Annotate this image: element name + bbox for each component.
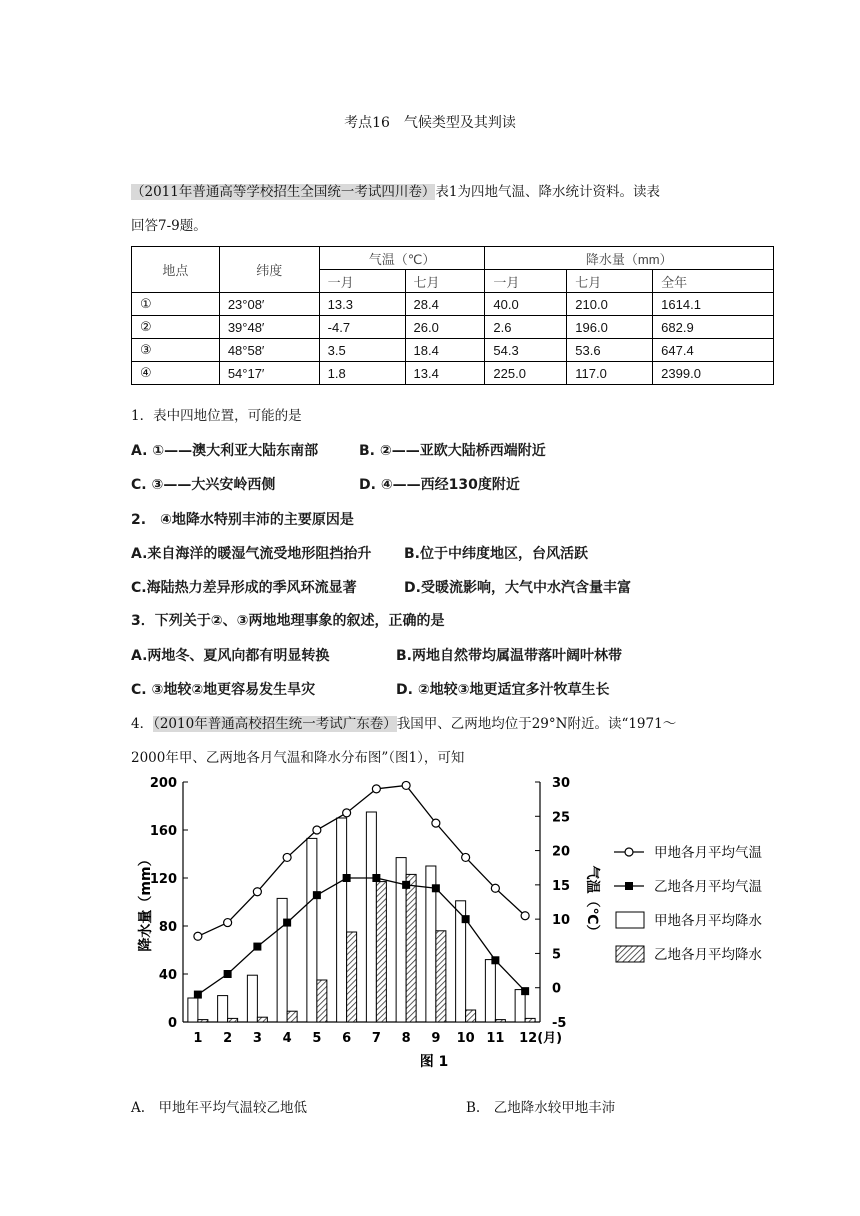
intro-line-2: 回答7-9题。 xyxy=(131,218,207,234)
q2-option-c: C.海陆热力差异形成的季风环流显著 xyxy=(131,580,357,596)
cell-precip-year: 1614.1 xyxy=(653,293,774,316)
header-precip-jul: 七月 xyxy=(567,270,653,293)
point-jia-temp xyxy=(521,912,529,920)
point-jia-temp xyxy=(343,809,351,817)
q1-option-d: D. ④——西经130度附近 xyxy=(359,477,520,493)
cell-latitude: 48°58′ xyxy=(219,339,319,362)
cell-precip-year: 682.9 xyxy=(653,316,774,339)
y2-tick-label: -5 xyxy=(552,1016,567,1031)
bar-yi-precip xyxy=(228,1018,238,1022)
x-tick-label: 3 xyxy=(252,1031,262,1046)
legend-label-jia-precip: 甲地各月平均降水 xyxy=(654,913,762,929)
bar-jia-precip xyxy=(366,812,376,1022)
q1-option-c: C. ③——大兴安岭西侧 xyxy=(131,477,276,493)
point-jia-temp xyxy=(491,884,499,892)
cell-temp-jan: 13.3 xyxy=(319,293,405,316)
bar-jia-precip xyxy=(188,998,198,1022)
legend-label-yi-temp: 乙地各月平均气温 xyxy=(654,879,762,895)
cell-temp-jan: 3.5 xyxy=(319,339,405,362)
q1-stem: 1．表中四地位置，可能的是 xyxy=(131,408,302,424)
x-tick-label: 1 xyxy=(193,1031,203,1046)
q1-option-b: B. ②——亚欧大陆桥西端附近 xyxy=(359,443,546,459)
point-yi-temp xyxy=(402,881,410,889)
point-yi-temp xyxy=(462,915,470,923)
q3-option-b: B.两地自然带均属温带落叶阔叶林带 xyxy=(396,648,622,664)
cell-precip-year: 2399.0 xyxy=(653,362,774,385)
bar-yi-precip xyxy=(376,882,386,1022)
point-jia-temp xyxy=(462,853,470,861)
x-tick-label: 12(月) xyxy=(519,1031,563,1046)
point-yi-temp xyxy=(432,884,440,892)
y-tick-label: 0 xyxy=(167,1016,177,1031)
q4-source: （2010年普通高校招生统一考试广东卷） xyxy=(153,716,397,732)
q4-number: 4． xyxy=(131,716,154,732)
x-tick-label: 8 xyxy=(401,1031,411,1046)
y-tick-label: 80 xyxy=(158,920,177,935)
bar-jia-precip xyxy=(337,818,347,1022)
y2-tick-label: 20 xyxy=(552,844,571,860)
cell-temp-jul: 13.4 xyxy=(405,362,485,385)
bar-yi-precip xyxy=(198,1020,208,1022)
point-jia-temp xyxy=(194,932,202,940)
bar-yi-precip xyxy=(347,932,357,1022)
point-jia-temp xyxy=(372,785,380,793)
cell-place: ③ xyxy=(132,339,220,362)
bar-yi-precip xyxy=(525,1018,535,1022)
legend-swatch-yi-precip xyxy=(616,946,644,962)
cell-precip-jul: 117.0 xyxy=(567,362,653,385)
q4-line-2: 2000年甲、乙两地各月气温和降水分布图”（图1），可知 xyxy=(131,750,465,766)
bar-jia-precip xyxy=(277,898,287,1022)
y-tick-label: 200 xyxy=(149,776,177,791)
x-tick-label: 9 xyxy=(431,1031,441,1046)
cell-temp-jul: 26.0 xyxy=(405,316,485,339)
point-jia-temp xyxy=(253,888,261,896)
bar-yi-precip xyxy=(317,980,327,1022)
cell-place: ④ xyxy=(132,362,220,385)
point-yi-temp xyxy=(372,874,380,882)
point-yi-temp xyxy=(253,943,261,951)
figure-caption: 图 1 xyxy=(419,1054,449,1070)
header-latitude: 纬度 xyxy=(219,247,319,293)
q2-stem: 2. ④地降水特别丰沛的主要原因是 xyxy=(131,512,354,528)
q2-option-d: D.受暖流影响，大气中水汽含量丰富 xyxy=(404,580,631,596)
bar-jia-precip xyxy=(218,996,228,1022)
legend-swatch-jia-precip xyxy=(616,912,644,928)
q2-option-b: B.位于中纬度地区，台风活跃 xyxy=(404,546,588,562)
y2-tick-label: 0 xyxy=(552,981,562,997)
q4-option-a: A. 甲地年平均气温较乙地低 xyxy=(131,1100,308,1116)
header-temperature: 气温（℃） xyxy=(319,247,485,270)
cell-precip-jan: 40.0 xyxy=(485,293,567,316)
bar-yi-precip xyxy=(287,1011,297,1022)
header-precipitation: 降水量（mm） xyxy=(485,247,774,270)
point-yi-temp xyxy=(194,991,202,999)
point-jia-temp xyxy=(313,826,321,834)
bar-jia-precip xyxy=(485,960,495,1022)
point-yi-temp xyxy=(283,919,291,927)
bar-yi-precip xyxy=(436,931,446,1022)
header-place: 地点 xyxy=(132,247,220,293)
cell-temp-jan: -4.7 xyxy=(319,316,405,339)
bar-yi-precip xyxy=(466,1010,476,1022)
cell-temp-jul: 28.4 xyxy=(405,293,485,316)
q3-option-a: A.两地冬、夏风向都有明显转换 xyxy=(131,648,330,664)
cell-temp-jan: 1.8 xyxy=(319,362,405,385)
cell-latitude: 54°17′ xyxy=(219,362,319,385)
y2-tick-label: 15 xyxy=(552,878,571,894)
x-tick-label: 2 xyxy=(223,1031,233,1046)
legend-marker-yi xyxy=(625,882,633,890)
point-yi-temp xyxy=(224,970,232,978)
point-yi-temp xyxy=(343,874,351,882)
cell-precip-jul: 210.0 xyxy=(567,293,653,316)
y-axis-title: 降水量（mm） xyxy=(138,852,154,952)
x-tick-label: 7 xyxy=(371,1031,381,1046)
y2-tick-label: 25 xyxy=(552,810,571,826)
bar-yi-precip xyxy=(257,1017,267,1022)
cell-temp-jul: 18.4 xyxy=(405,339,485,362)
header-precip-jan: 一月 xyxy=(485,270,567,293)
y2-tick-label: 5 xyxy=(552,947,562,963)
header-temp-jan: 一月 xyxy=(319,270,405,293)
cell-precip-jan: 2.6 xyxy=(485,316,567,339)
cell-precip-jul: 196.0 xyxy=(567,316,653,339)
intro-source: （2011年普通高等学校招生全国统一考试四川卷） xyxy=(131,184,436,200)
cell-precip-jan: 225.0 xyxy=(485,362,567,385)
header-precip-year: 全年 xyxy=(653,270,774,293)
cell-latitude: 39°48′ xyxy=(219,316,319,339)
cell-precip-jul: 53.6 xyxy=(567,339,653,362)
legend-marker-jia xyxy=(625,848,633,856)
bar-yi-precip xyxy=(406,874,416,1022)
q4-text-1: 我国甲、乙两地均位于29°N附近。读“1971～ xyxy=(396,716,677,732)
cell-precip-year: 647.4 xyxy=(653,339,774,362)
legend-label-jia-temp: 甲地各月平均气温 xyxy=(654,845,762,861)
y2-axis-title: 气温（℃） xyxy=(584,865,600,939)
cell-place: ② xyxy=(132,316,220,339)
bar-yi-precip xyxy=(495,1020,505,1022)
x-tick-label: 10 xyxy=(456,1031,475,1046)
q2-option-a: A.来自海洋的暖湿气流受地形阻挡抬升 xyxy=(131,546,372,562)
point-jia-temp xyxy=(283,853,291,861)
x-tick-label: 5 xyxy=(312,1031,322,1046)
point-yi-temp xyxy=(313,891,321,899)
x-tick-label: 4 xyxy=(282,1031,292,1046)
cell-place: ① xyxy=(132,293,220,316)
q1-option-a: A. ①——澳大利亚大陆东南部 xyxy=(131,443,319,459)
y-tick-label: 160 xyxy=(149,824,177,839)
point-yi-temp xyxy=(521,987,529,995)
y-tick-label: 120 xyxy=(149,872,177,887)
legend-label-yi-precip: 乙地各月平均降水 xyxy=(654,947,762,963)
cell-precip-jan: 54.3 xyxy=(485,339,567,362)
cell-latitude: 23°08′ xyxy=(219,293,319,316)
header-temp-jul: 七月 xyxy=(405,270,485,293)
x-tick-label: 11 xyxy=(486,1031,505,1046)
line-jia-temp xyxy=(198,785,525,936)
intro-text-1: 表1为四地气温、降水统计资料。读表 xyxy=(435,184,660,200)
q3-option-c: C. ③地较②地更容易发生旱灾 xyxy=(131,682,316,698)
bar-jia-precip xyxy=(247,975,257,1022)
q3-stem: 3．下列关于②、③两地地理事象的叙述，正确的是 xyxy=(131,613,445,629)
x-tick-label: 6 xyxy=(342,1031,352,1046)
bar-jia-precip xyxy=(307,838,317,1022)
point-yi-temp xyxy=(491,956,499,964)
page-title: 考点16 气候类型及其判读 xyxy=(344,115,516,131)
y2-tick-label: 30 xyxy=(552,776,571,791)
point-jia-temp xyxy=(432,819,440,827)
q3-option-d: D. ②地较③地更适宜多汁牧草生长 xyxy=(396,682,610,698)
point-jia-temp xyxy=(224,919,232,927)
q4-option-b: B. 乙地降水较甲地丰沛 xyxy=(466,1100,616,1116)
point-jia-temp xyxy=(402,781,410,789)
y-tick-label: 40 xyxy=(158,968,177,983)
y2-tick-label: 10 xyxy=(552,913,571,929)
